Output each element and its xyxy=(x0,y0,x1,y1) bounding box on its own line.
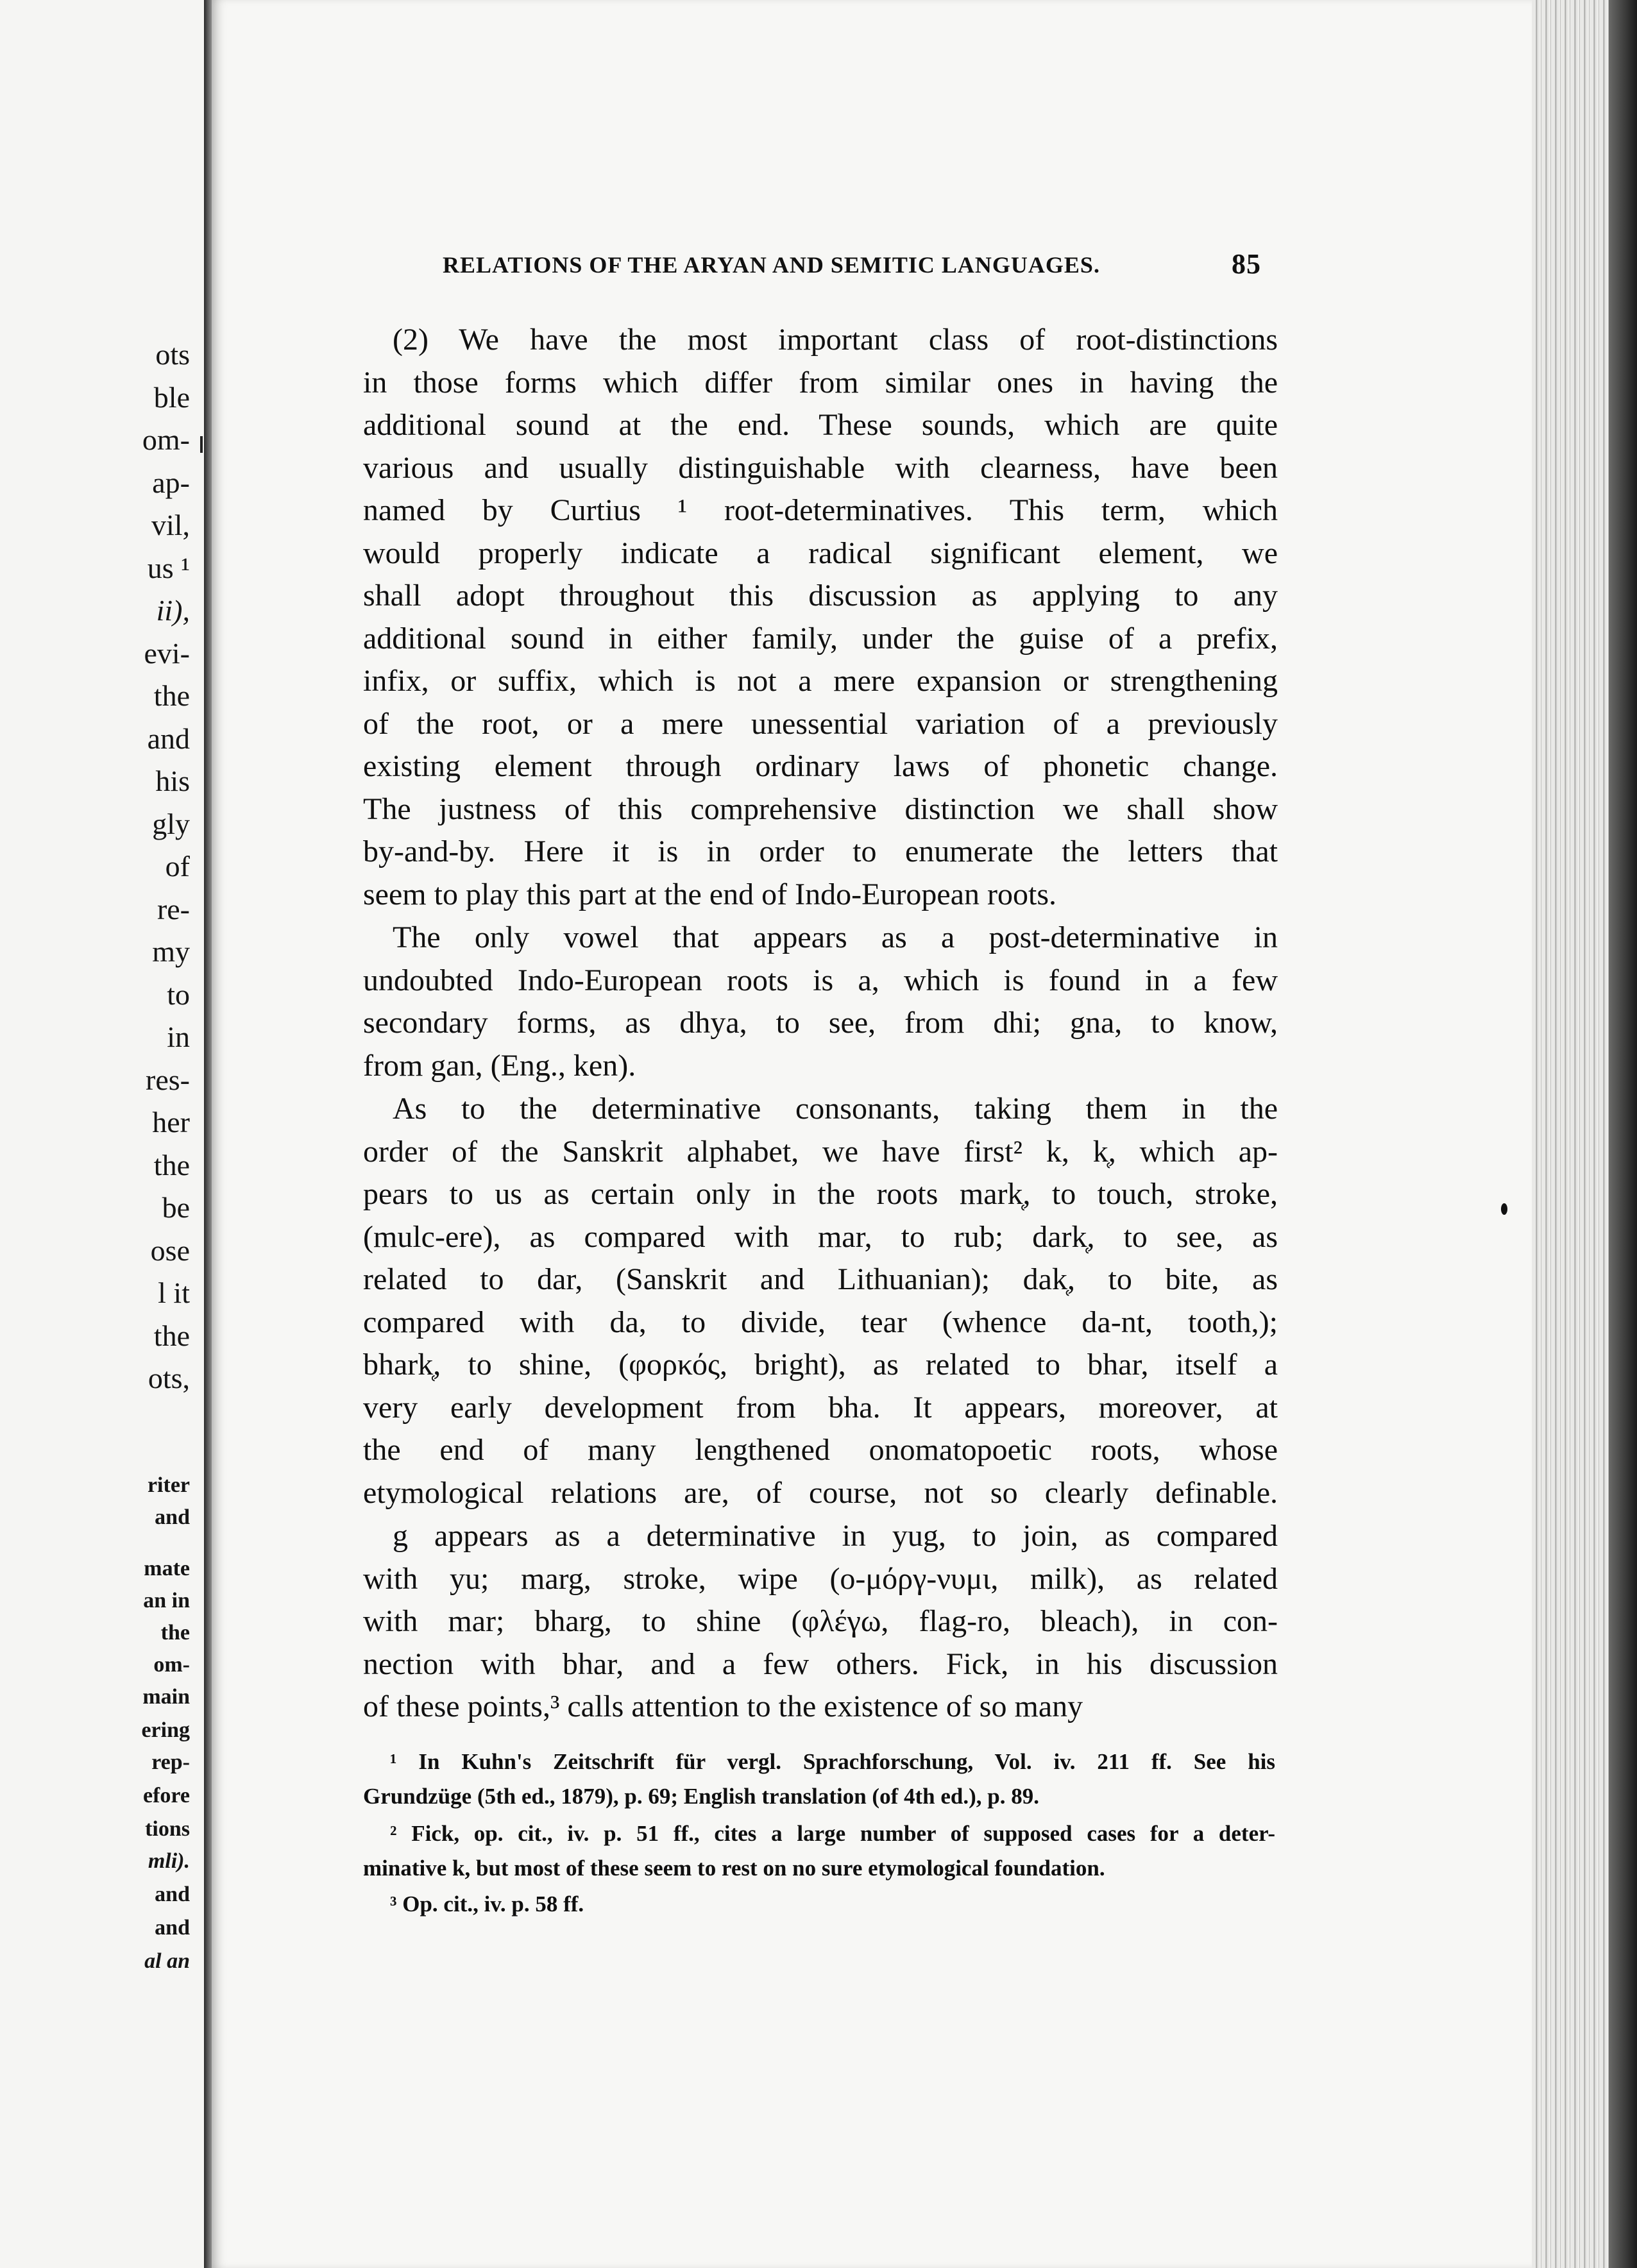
body-line: from gan, (Eng., ken). xyxy=(363,1048,636,1083)
body-line: very early development from bha. It appears, moreover, at xyxy=(363,1390,1278,1425)
left-page-footnote-fragment: main xyxy=(142,1685,190,1709)
left-page-footnote-fragment: ering xyxy=(141,1718,190,1742)
body-line: (2) We have the most important class of root-distinctions xyxy=(393,323,1278,357)
body-line: of these points,³ calls attention to the existence of so many xyxy=(363,1689,1083,1723)
left-page-footnote-fragment: and xyxy=(155,1916,190,1940)
left-page-fragment: in xyxy=(167,1020,190,1053)
body-line: bhark̜, to shine, (φορκός, bright), as related to bhar, itself a xyxy=(363,1348,1278,1382)
body-line: additional sound in either family, under the guise of a prefix, xyxy=(363,621,1278,656)
body-line: various and usually distinguishable with clearness, have been xyxy=(363,450,1278,485)
running-title: RELATIONS OF THE ARYAN AND SEMITIC LANGUAGES. xyxy=(443,252,1100,278)
body-line: related to dar, (Sanskrit and Lithuanian); dak̜, to bite, as xyxy=(363,1262,1278,1296)
body-line: The justness of this comprehensive distinction we shall show xyxy=(363,791,1278,826)
left-page-fragment: gly xyxy=(152,807,190,840)
left-page-fragment: ble xyxy=(153,380,190,414)
gutter-mark xyxy=(200,436,203,453)
body-line: would properly indicate a radical significant element, we xyxy=(363,536,1278,570)
left-page-footnote-fragment: riter xyxy=(147,1473,190,1497)
left-page-fragment: evi- xyxy=(144,636,190,670)
footnote-line: minative k, but most of these seem to rest on no sure etymological foundation. xyxy=(363,1856,1105,1881)
footnote-line: ³ Op. cit., iv. p. 58 ff. xyxy=(390,1891,584,1917)
body-line: order of the Sanskrit alphabet, we have first² k, k̜, which ap- xyxy=(363,1134,1278,1169)
left-page-footnote-fragment: al an xyxy=(144,1949,190,1973)
left-page-footnote-fragment: an in xyxy=(143,1589,190,1612)
left-page-footnote-fragment: rep- xyxy=(151,1750,190,1774)
left-page-fragment: be xyxy=(162,1191,190,1224)
left-page-fragment: ose xyxy=(150,1233,190,1267)
left-page-fragment: l it xyxy=(158,1276,190,1309)
left-page-footnote-fragment: om- xyxy=(153,1653,190,1677)
body-line: The only vowel that appears as a post-determinative in xyxy=(393,920,1278,954)
left-page-fragment: ap- xyxy=(152,466,190,499)
footnote-line: ¹ In Kuhn's Zeitschrift für vergl. Sprachforschung, Vol. iv. 211 ff. See his xyxy=(390,1749,1275,1774)
page-number: 85 xyxy=(1232,248,1261,280)
ink-speck xyxy=(1501,1203,1507,1215)
body-line: with yu; marg, stroke, wipe (ο-μόργ-νυμι, milk), as related xyxy=(363,1561,1278,1596)
left-page-fragment: of xyxy=(165,850,190,883)
body-line: g appears as a determinative in yug, to join, as compared xyxy=(393,1519,1278,1553)
body-line: (mulc-ere), as compared with mar, to rub; dark̜, to see, as xyxy=(363,1219,1278,1254)
left-page-fragment: re- xyxy=(157,892,190,926)
left-page-footnote-fragment: mate xyxy=(144,1557,190,1580)
body-line: etymological relations are, of course, not so clearly definable. xyxy=(363,1475,1278,1510)
body-line: compared with da, to divide, tear (whence da-nt, tooth,); xyxy=(363,1305,1278,1339)
left-page-footnote-fragment: the xyxy=(160,1621,190,1645)
body-line: named by Curtius ¹ root-determinatives. This term, which xyxy=(363,493,1278,527)
body-line: As to the determinative consonants, taking them in the xyxy=(393,1092,1278,1126)
running-header xyxy=(443,248,1277,280)
left-page-fragment: om- xyxy=(142,423,190,456)
body-line: existing element through ordinary laws of phonetic change. xyxy=(363,749,1278,783)
left-page-footnote-fragment: and xyxy=(155,1883,190,1906)
body-line: in those forms which differ from similar ones in having the xyxy=(363,365,1278,400)
body-line: shall adopt throughout this discussion as applying to any xyxy=(363,579,1278,613)
body-line: with mar; bharg, to shine (φλέγω, flag-ro, bleach), in con- xyxy=(363,1604,1278,1638)
left-page-footnote-fragment: and xyxy=(155,1505,190,1529)
left-page-fragment: ots, xyxy=(148,1362,190,1394)
body-line: nection with bhar, and a few others. Fick, in his discussion xyxy=(363,1646,1278,1681)
left-page-fragment: vil, xyxy=(151,509,190,541)
left-page xyxy=(0,0,204,2268)
body-line: of the root, or a mere unessential variation of a previously xyxy=(363,706,1278,741)
left-page-footnote-fragment: efore xyxy=(143,1784,190,1807)
left-page-footnote-fragment: mli). xyxy=(148,1849,190,1873)
body-line: seem to play this part at the end of Indo-European roots. xyxy=(363,877,1057,911)
body-line: pears to us as certain only in the roots mark̜, to touch, stroke, xyxy=(363,1177,1278,1211)
left-page-fragment: ots xyxy=(155,338,190,371)
left-page-fragment: res- xyxy=(146,1063,190,1096)
body-line: infix, or suffix, which is not a mere expansion or strengthening xyxy=(363,664,1278,698)
left-page-fragment: us ¹ xyxy=(147,551,190,584)
left-page-fragment: ii), xyxy=(156,594,190,627)
body-line: undoubted Indo-European roots is a, which is found in a few xyxy=(363,963,1278,997)
left-page-footnote-fragment: tions xyxy=(145,1817,190,1841)
footnote-line: Grundzüge (5th ed., 1879), p. 69; English translation (of 4th ed.), p. 89. xyxy=(363,1784,1039,1809)
body-line: secondary forms, as dhya, to see, from dhi; gna, to know, xyxy=(363,1006,1278,1040)
left-page-fragment: his xyxy=(155,765,190,797)
left-page-fragment: my xyxy=(152,935,190,968)
footnote-line: ² Fick, op. cit., iv. p. 51 ff., cites a large number of supposed cases for a deter- xyxy=(390,1821,1275,1846)
left-page-fragment: the xyxy=(153,1148,190,1181)
left-page-fragment: and xyxy=(147,722,190,755)
body-line: the end of many lengthened onomatopoetic roots, whose xyxy=(363,1433,1278,1467)
left-page-fragment: to xyxy=(167,977,190,1011)
body-line: by-and-by. Here it is in order to enumerate the letters that xyxy=(363,834,1278,868)
body-line: additional sound at the end. These sounds, which are quite xyxy=(363,408,1278,442)
left-page-fragment: the xyxy=(153,679,190,712)
page-edges xyxy=(1532,0,1637,2268)
left-page-fragment: the xyxy=(153,1319,190,1352)
left-page-fragment: her xyxy=(152,1106,190,1138)
